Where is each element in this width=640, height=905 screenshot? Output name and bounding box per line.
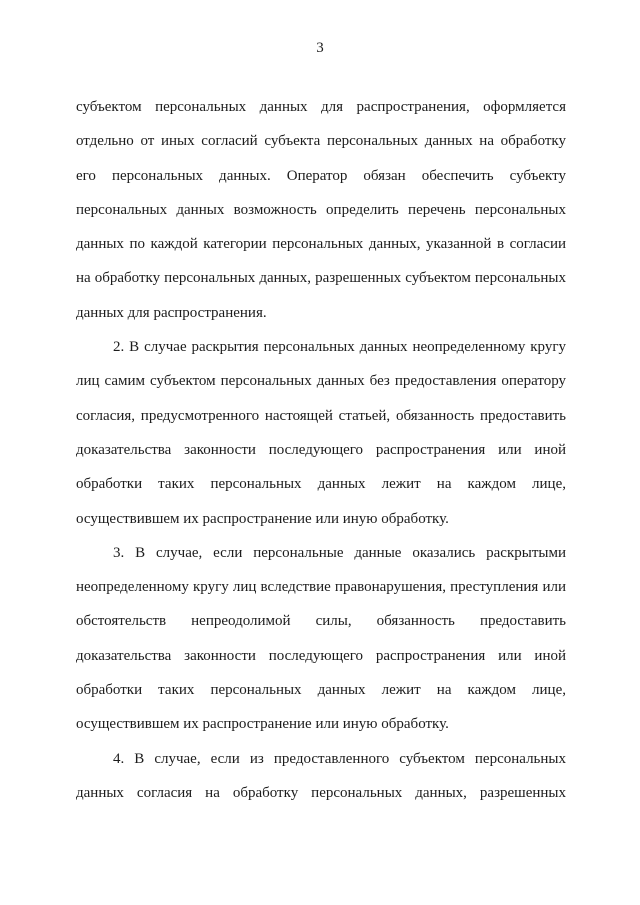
- paragraph-item-2: 2. В случае раскрытия персональных данных неопределенному кругу лиц самим субъектом персональных данных без предоставления оператору согласия, предусмотренного настоящей статьей, обязанность предоставить доказательства законности последующего распространения или иной обработки таких персональных данных лежит на каждом лице, осуществившем их распространение или иную обработку.: [76, 339, 566, 527]
- paragraph-item-4: 4. В случае, если из предоставленного субъектом персональных данных согласия на обработку персональных данных, разрешенных: [76, 750, 566, 801]
- page-number: 3: [316, 40, 324, 56]
- paragraph-continuation: субъектом персональных данных для распространения, оформляется отдельно от иных согласий субъекта персональных данных на обработку его персональных данных. Оператор обязан обеспечить субъекту персональных данных возможность определить перечень персональных данных по каждой категории персональных данных, указанной в согласии на обработку персональных данных, разрешенных субъектом персональных данных для распространения.: [76, 99, 566, 321]
- paragraph-item-3: 3. В случае, если персональные данные оказались раскрытыми неопределенному кругу лиц вследствие правонарушения, преступления или обстоятельств непреодолимой силы, обязанность предоставить доказательства законности последующего распространения или иной обработки таких персональных данных лежит на каждом лице, осуществившем их распространение или иную обработку.: [76, 544, 566, 733]
- document-body: [76, 90, 566, 810]
